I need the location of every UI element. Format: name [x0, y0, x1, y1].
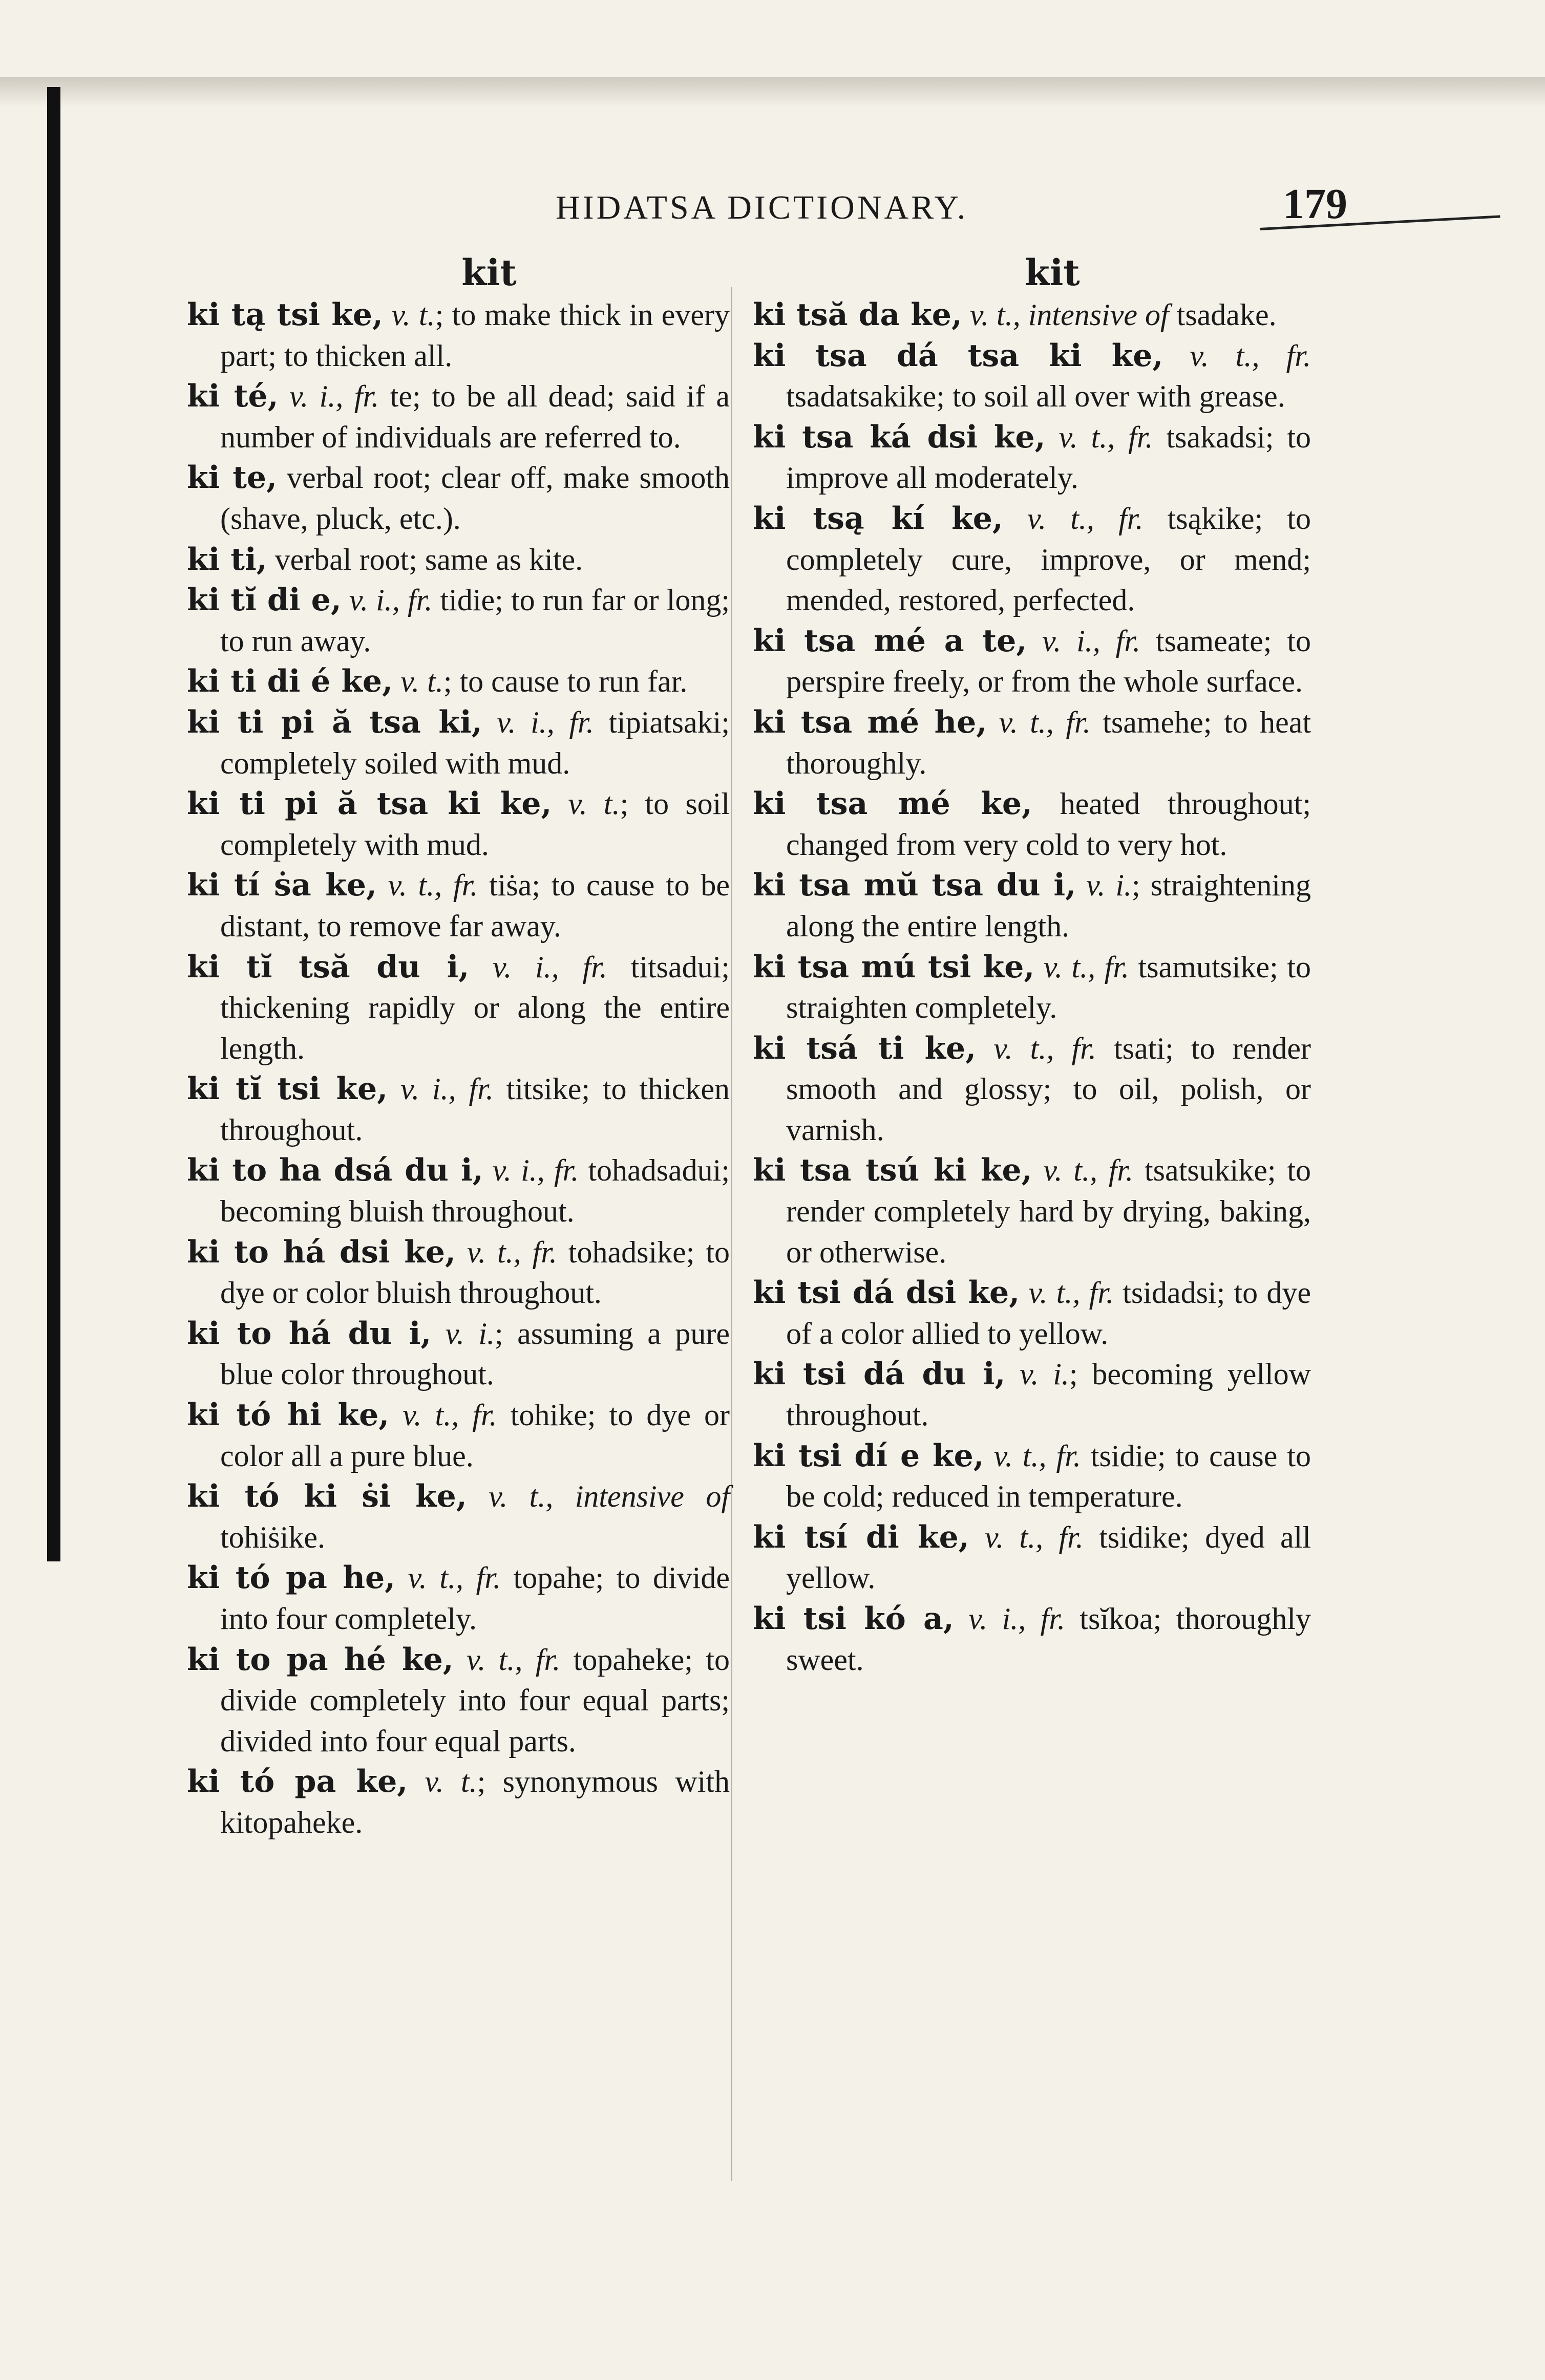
- entry-definition: tsĭkoa; thoroughly sweet.: [786, 1602, 1311, 1677]
- dictionary-entry: [187, 1640, 730, 1762]
- entry-definition: tiṡa; to cause to be distant, to remove far away.: [220, 868, 730, 943]
- dictionary-entry: [187, 458, 730, 539]
- dictionary-entry: [753, 1436, 1311, 1517]
- entry-headword: ki tó hi ke,: [187, 1397, 390, 1433]
- entry-grammar: v. i., fr.: [400, 1072, 494, 1106]
- dictionary-entry: [753, 295, 1311, 336]
- entry-grammar: v. t., fr.: [999, 705, 1091, 739]
- dictionary-entry: [753, 499, 1311, 621]
- entry-grammar: v. t., fr.: [467, 1235, 557, 1269]
- dictionary-entry: [187, 1558, 730, 1639]
- dictionary-entry: [753, 865, 1311, 947]
- running-title: HIDATSA DICTIONARY.: [556, 189, 968, 226]
- entry-headword: ki tó pa he,: [187, 1560, 396, 1596]
- entry-grammar: v. i.: [1020, 1357, 1069, 1391]
- entry-headword: ki tsi dá du i,: [753, 1356, 1006, 1392]
- left-entry-list: [187, 295, 730, 1843]
- entry-grammar: v. t., fr.: [388, 868, 478, 903]
- entry-definition: te; to be all dead; said if a number of individuals are referred to.: [220, 379, 730, 454]
- entry-headword: ki tsa tsú ki ke,: [753, 1152, 1032, 1189]
- entry-headword: ki tsa ká dsi ke,: [753, 419, 1046, 455]
- dictionary-entry: [753, 1273, 1311, 1354]
- entry-definition: heated throughout; changed from very cold to very hot.: [786, 787, 1311, 862]
- right-column: [753, 251, 1311, 1680]
- entry-definition: ; to cause to run far.: [443, 664, 688, 699]
- binding-edge: [47, 87, 60, 1561]
- entry-headword: ki to pa hé ke,: [187, 1641, 454, 1678]
- entry-definition: titsike; to thicken throughout.: [220, 1072, 730, 1147]
- entry-headword: ki tsą kí ke,: [753, 500, 1003, 537]
- entry-headword: ki tą tsi ke,: [187, 297, 383, 333]
- dictionary-entry: [187, 702, 730, 784]
- entry-grammar: v. t., fr.: [403, 1398, 497, 1432]
- entry-grammar: v. t., intensive of: [489, 1480, 730, 1514]
- entry-definition: titsadui; thickening rapidly or along the entire length.: [220, 950, 730, 1065]
- entry-headword: ki to há du i,: [187, 1315, 432, 1352]
- entry-grammar: v. i., fr.: [349, 583, 433, 617]
- entry-definition: ; to make thick in every part; to thicken all.: [220, 298, 730, 373]
- dictionary-entry: [187, 1069, 730, 1150]
- entry-headword: ki tsí di ke,: [753, 1519, 969, 1555]
- entry-definition: tsameate; to perspire freely, or from the whole surface.: [786, 624, 1311, 699]
- entry-definition: tsatsukike; to render completely hard by drying, baking, or otherwise.: [786, 1153, 1311, 1269]
- entry-grammar: v. i., fr.: [968, 1602, 1065, 1636]
- entry-definition: tsamehe; to heat thoroughly.: [786, 705, 1311, 780]
- entry-definition: verbal root; same as kite.: [274, 542, 583, 576]
- dictionary-entry: [187, 947, 730, 1069]
- dictionary-entry: [187, 1395, 730, 1476]
- dictionary-entry: [187, 865, 730, 947]
- entry-grammar: v. t.: [391, 298, 435, 332]
- dictionary-entry: [187, 1150, 730, 1232]
- dictionary-entry: [187, 580, 730, 661]
- entry-headword: ki ti pi ă tsa ki ke,: [187, 786, 552, 822]
- column-divider: [731, 287, 732, 2181]
- entry-headword: ki ti,: [187, 541, 267, 577]
- entry-grammar: v. t., fr.: [984, 1520, 1084, 1554]
- entry-headword: ki to há dsi ke,: [187, 1234, 456, 1270]
- dictionary-entry: [753, 417, 1311, 499]
- entry-grammar: v. t., fr.: [1043, 1153, 1134, 1188]
- entry-definition: tsadatsakike; to soil all over with grease.: [786, 379, 1285, 414]
- entry-grammar: v. t., fr.: [408, 1561, 501, 1595]
- dictionary-entry: [753, 1354, 1311, 1435]
- entry-grammar: v. t.: [568, 787, 620, 821]
- dictionary-entry: [753, 1599, 1311, 1680]
- dictionary-entry: [753, 702, 1311, 784]
- entry-definition: ; to soil completely with mud.: [220, 787, 730, 862]
- dictionary-entry: [187, 540, 730, 581]
- dictionary-entry: [187, 1762, 730, 1843]
- dictionary-entry: [187, 1476, 730, 1558]
- dictionary-entry: [753, 947, 1311, 1028]
- dictionary-entry: [753, 1150, 1311, 1273]
- entry-definition: verbal root; clear off, make smooth (shave, pluck, etc.).: [220, 461, 730, 535]
- entry-grammar: v. t., fr.: [467, 1642, 561, 1677]
- entry-definition: tsamutsike; to straighten completely.: [786, 950, 1311, 1025]
- left-column: [187, 251, 730, 1843]
- entry-grammar: v. t.: [400, 664, 443, 699]
- entry-headword: ki tsa mé a te,: [753, 623, 1027, 659]
- left-guide-word: kit: [461, 251, 517, 294]
- entry-headword: ki ti pi ă tsa ki,: [187, 704, 482, 740]
- entry-definition: tohadsike; to dye or color bluish throughout.: [220, 1235, 730, 1310]
- page-number: 179: [1283, 180, 1347, 228]
- entry-grammar: v. t., fr.: [1059, 420, 1153, 454]
- entry-grammar: v. t., fr.: [1027, 501, 1144, 535]
- entry-headword: ki tĭ tsă du i,: [187, 949, 470, 985]
- entry-definition: topaheke; to divide completely into four equal parts; divided into four equal parts.: [220, 1642, 730, 1758]
- dictionary-entry: [187, 1232, 730, 1314]
- entry-grammar: v. i., fr.: [1042, 624, 1141, 658]
- entry-headword: ki tsi dá dsi ke,: [753, 1275, 1020, 1311]
- entry-headword: ki tsa mé ke,: [753, 786, 1032, 822]
- entry-headword: ki tsa mú tsi ke,: [753, 949, 1035, 985]
- dictionary-entry: [753, 784, 1311, 865]
- entry-definition: ; becoming yellow throughout.: [786, 1357, 1311, 1432]
- entry-definition: tidie; to run far or long; to run away.: [220, 583, 730, 658]
- entry-headword: ki tsa mé he,: [753, 704, 987, 740]
- entry-definition: tsidie; to cause to be cold; reduced in temperature.: [786, 1439, 1311, 1514]
- right-guide-word: kit: [1025, 251, 1080, 294]
- entry-headword: ki tsi dí e ke,: [753, 1438, 984, 1474]
- dictionary-entry: [187, 1314, 730, 1395]
- entry-headword: ki tsa mŭ tsa du i,: [753, 867, 1076, 904]
- entry-headword: ki tí ṡa ke,: [187, 867, 377, 904]
- entry-headword: ki tó pa ke,: [187, 1764, 408, 1800]
- entry-definition: ; straightening along the entire length.: [786, 868, 1311, 943]
- entry-grammar: v. t., fr.: [1028, 1276, 1114, 1310]
- entry-definition: tsadake.: [1176, 298, 1277, 332]
- entry-definition: tohadsadui; becoming bluish throughout.: [220, 1153, 730, 1229]
- entry-grammar: v. t., fr.: [1190, 338, 1311, 373]
- entry-grammar: v. i., fr.: [493, 950, 607, 984]
- dictionary-entry: [187, 295, 730, 376]
- entry-definition: tsidike; dyed all yellow.: [786, 1520, 1311, 1595]
- entry-definition: tsakadsi; to improve all moderately.: [786, 420, 1311, 495]
- entry-definition: tsati; to render smooth and glossy; to oil, polish, or varnish.: [786, 1031, 1311, 1147]
- entry-grammar: v. t., fr.: [993, 1031, 1096, 1065]
- dictionary-entry: [187, 661, 730, 702]
- entry-headword: ki tsá ti ke,: [753, 1030, 977, 1066]
- dictionary-entry: [753, 1028, 1311, 1151]
- entry-headword: ki te,: [187, 460, 277, 496]
- entry-grammar: v. t., fr.: [1043, 950, 1130, 984]
- entry-grammar: v. i.: [445, 1316, 495, 1350]
- entry-grammar: v. i., fr.: [492, 1153, 579, 1188]
- entry-grammar: v. t.: [425, 1765, 477, 1799]
- entry-grammar: v. i., fr.: [497, 705, 594, 739]
- entry-definition: tohiṡike.: [220, 1520, 325, 1554]
- entry-headword: ki tsi kó a,: [753, 1601, 954, 1637]
- right-entry-list: [753, 295, 1311, 1680]
- entry-headword: ki tĭ di e,: [187, 582, 342, 618]
- page-header: [0, 179, 1545, 241]
- entry-headword: ki tsă da ke,: [753, 297, 962, 333]
- page-top-edge-shadow: [0, 77, 1545, 108]
- dictionary-entry: [753, 621, 1311, 702]
- entry-definition: ; assuming a pure blue color throughout.: [220, 1316, 730, 1391]
- entry-headword: ki to ha dsá du i,: [187, 1152, 483, 1189]
- dictionary-entry: [753, 336, 1311, 417]
- dictionary-entry: [753, 1517, 1311, 1599]
- entry-grammar: v. i., fr.: [289, 379, 379, 414]
- entry-definition: tipiatsaki; completely soiled with mud.: [220, 705, 730, 780]
- entry-definition: tohike; to dye or color all a pure blue.: [220, 1398, 730, 1473]
- entry-grammar: v. t., fr.: [993, 1439, 1081, 1473]
- entry-grammar: v. t., intensive of: [969, 298, 1169, 332]
- entry-headword: ki ti di é ke,: [187, 663, 393, 700]
- entry-definition: tsidadsi; to dye of a color allied to yellow.: [786, 1276, 1311, 1350]
- entry-grammar: v. i.: [1086, 868, 1132, 903]
- dictionary-entry: [187, 784, 730, 865]
- entry-headword: ki tó ki ṡi ke,: [187, 1478, 467, 1515]
- entry-definition: ; synonymous with kitopaheke.: [220, 1765, 730, 1839]
- entry-definition: tsąkike; to completely cure, improve, or mend; mended, restored, perfected.: [786, 501, 1311, 617]
- dictionary-entry: [187, 376, 730, 458]
- entry-definition: topahe; to divide into four completely.: [220, 1561, 730, 1636]
- entry-headword: ki té,: [187, 378, 279, 415]
- entry-headword: ki tsa dá tsa ki ke,: [753, 337, 1163, 374]
- entry-headword: ki tĭ tsi ke,: [187, 1071, 388, 1107]
